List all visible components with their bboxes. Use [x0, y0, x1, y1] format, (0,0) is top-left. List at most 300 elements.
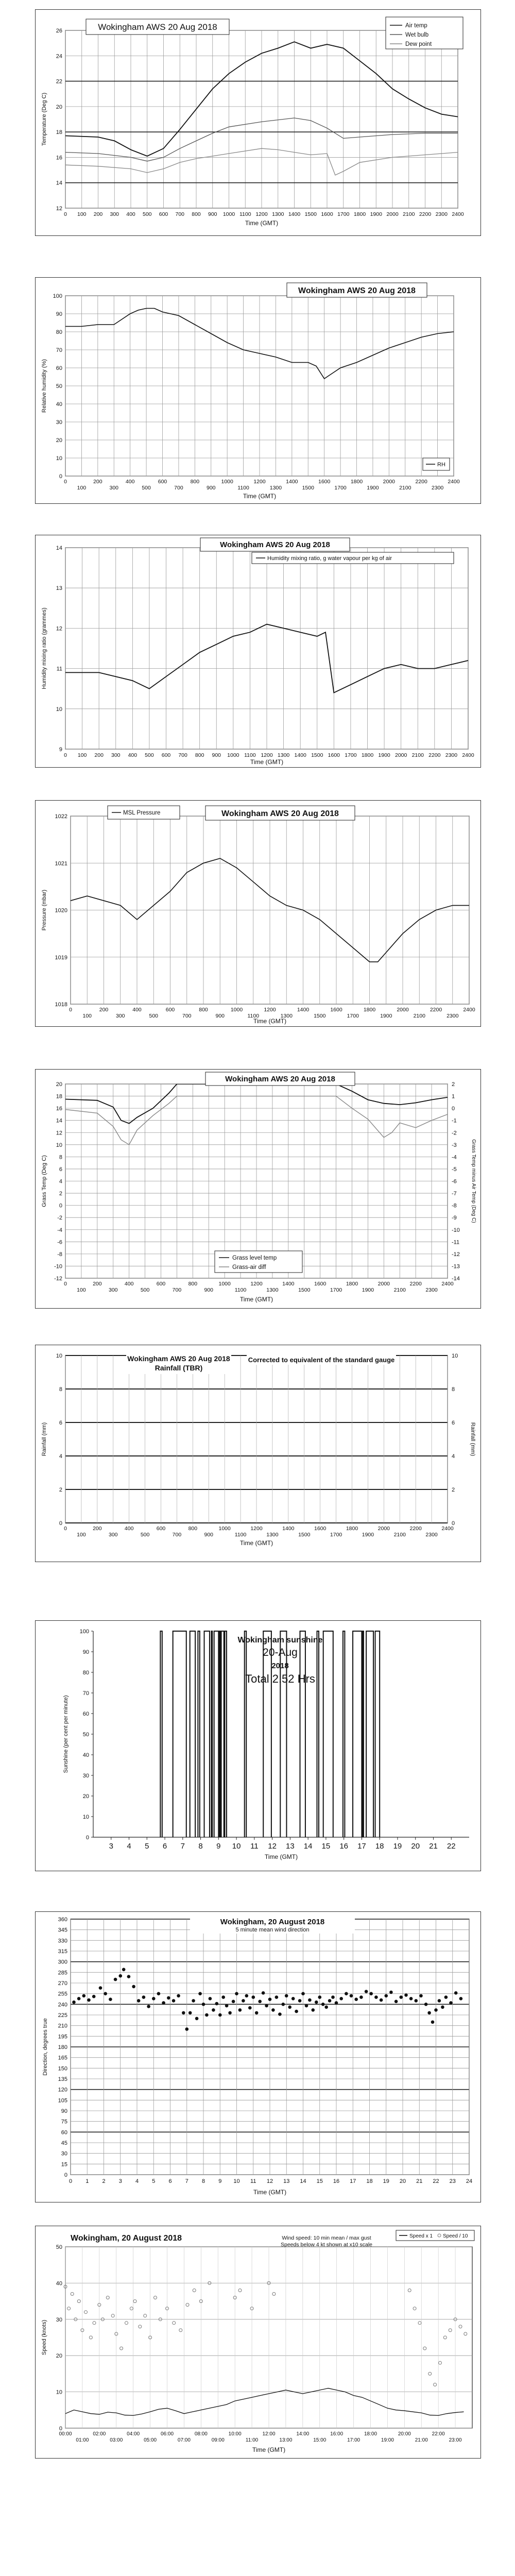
direction-point	[409, 1997, 413, 2001]
x-tick-label: 8	[198, 1842, 203, 1851]
x-tick-label: 2000	[394, 752, 407, 758]
x-tick-label: 1000	[218, 1281, 231, 1287]
y2-tick-label: -9	[452, 1215, 457, 1222]
x-tick-label: 700	[178, 752, 187, 758]
y-tick-label: 80	[56, 329, 62, 335]
x-tick-label: 900	[212, 752, 221, 758]
y-tick-label: 10	[56, 1142, 62, 1148]
direction-point	[441, 2006, 444, 2009]
direction-point	[268, 1997, 272, 2001]
x-tick-label: 1500	[302, 485, 314, 491]
x-tick-label: 2000	[377, 1526, 390, 1532]
y-tick-label: 360	[58, 1917, 67, 1923]
x-tick-label: 2400	[441, 1281, 454, 1287]
y2-axis-label: Grass Temp minus Air Temp (Deg C)	[471, 1139, 476, 1223]
x-axis-label: Time (GMT)	[250, 758, 284, 766]
x-tick-label: 200	[94, 752, 104, 758]
x-tick-label: 600	[161, 752, 171, 758]
y-tick-label: 90	[56, 311, 62, 317]
x-tick-label: 2100	[399, 485, 411, 491]
direction-point	[385, 1994, 388, 1998]
y-tick-label: 40	[82, 1752, 89, 1758]
x-tick-label: 20	[411, 1842, 420, 1851]
y-axis-label: Speed (knots)	[41, 2319, 47, 2355]
mixing-ratio-chart-svg	[36, 535, 480, 767]
x-tick-label: 0	[64, 752, 67, 758]
x-tick-label: 2400	[452, 211, 464, 217]
y-tick-label: 180	[58, 2044, 67, 2050]
y2-tick-label: -5	[452, 1166, 457, 1173]
x-tick-label: 15	[321, 1842, 331, 1851]
direction-point	[415, 1999, 418, 2003]
x-tick-label: 700	[175, 211, 185, 217]
x-tick-label: 200	[93, 211, 103, 217]
x-tick-label: 1400	[286, 479, 298, 485]
direction-point	[359, 1995, 363, 1999]
direction-point	[182, 2011, 185, 2015]
x-tick-label: 1200	[250, 1526, 263, 1532]
x-tick-label: 1500	[314, 1013, 326, 1019]
chart-subtitle: Rainfall (TBR)	[154, 1364, 203, 1372]
sunshine-bar	[317, 1631, 319, 1837]
sunshine-bar	[353, 1631, 362, 1837]
x-tick-label: 2300	[425, 1287, 438, 1293]
x-tick-label: 1700	[330, 1287, 342, 1293]
y2-tick-label: 4	[452, 1453, 455, 1460]
x-tick-label: 1000	[230, 1007, 243, 1013]
y-tick-label: 4	[59, 1178, 62, 1185]
chart-title: Wokingham AWS 20 Aug 2018	[127, 1354, 230, 1363]
direction-point	[99, 1986, 102, 1990]
y-tick-label: 80	[82, 1670, 89, 1676]
x-tick-label: 8	[201, 2178, 205, 2184]
direction-point	[205, 2013, 209, 2017]
x-tick-label: 0	[64, 479, 67, 485]
y-tick-label: -2	[57, 1215, 62, 1222]
x-tick-label: 10	[233, 2178, 240, 2184]
x-tick-label: 100	[77, 1287, 86, 1293]
y2-tick-label: -4	[452, 1154, 457, 1161]
x-tick-label: 15	[316, 2178, 323, 2184]
sunshine-bar	[219, 1631, 220, 1837]
sunshine-bar	[245, 1631, 246, 1837]
y-tick-label: 135	[58, 2076, 67, 2082]
direction-point	[321, 2003, 325, 2006]
x-tick-label: 1700	[347, 1013, 359, 1019]
x-tick-label: 500	[140, 1287, 150, 1293]
y-tick-label: 1022	[55, 814, 67, 820]
direction-point	[394, 2000, 398, 2004]
y2-tick-label: -12	[452, 1251, 460, 1258]
y2-tick-label: 2	[452, 1487, 455, 1493]
x-tick-label: 400	[128, 752, 138, 758]
y2-tick-label: -3	[452, 1142, 457, 1148]
direction-point	[167, 1996, 170, 2000]
direction-point	[345, 1992, 348, 1995]
y-tick-label: 16	[56, 1106, 62, 1112]
direction-point	[431, 2021, 435, 2024]
x-tick-label: 1900	[370, 211, 382, 217]
sunshine-total: Total 2.52 Hrs	[245, 1672, 315, 1685]
y-tick-label: 6	[59, 1166, 62, 1173]
x-tick-label: 400	[132, 1007, 142, 1013]
direction-point	[195, 2017, 199, 2021]
y2-tick-label: 0	[452, 1520, 455, 1527]
x-tick-label: 1000	[222, 211, 235, 217]
x-tick-label: 0	[64, 211, 67, 217]
x-tick-label: 04:00	[127, 2431, 140, 2437]
direction-point	[77, 1997, 81, 2001]
x-tick-label: 1900	[362, 1287, 374, 1293]
x-tick-label: 600	[165, 1007, 175, 1013]
y-tick-label: 10	[56, 1353, 62, 1359]
direction-point	[400, 1995, 403, 1999]
x-tick-label: 11	[250, 2178, 256, 2184]
direction-point	[350, 1994, 353, 1998]
x-tick-label: 1000	[221, 479, 233, 485]
x-tick-label: 23	[449, 2178, 456, 2184]
x-tick-label: 1400	[282, 1281, 295, 1287]
x-tick-label: 1200	[250, 1281, 263, 1287]
x-tick-label: 0	[64, 1526, 67, 1532]
x-tick-label: 300	[115, 1013, 125, 1019]
x-tick-label: 07:00	[177, 2437, 191, 2443]
direction-point	[142, 1995, 146, 1999]
x-tick-label: 17	[350, 2178, 356, 2184]
x-tick-label: 1400	[294, 752, 306, 758]
y2-tick-label: -13	[452, 1263, 460, 1270]
x-tick-label: 14:00	[296, 2431, 310, 2437]
x-tick-label: 1200	[253, 479, 266, 485]
x-tick-label: 600	[158, 479, 167, 485]
y-tick-label: 100	[79, 1629, 89, 1635]
x-tick-label: 1100	[247, 1013, 260, 1019]
x-tick-label: 21	[416, 2178, 423, 2184]
y2-tick-label: 8	[452, 1386, 455, 1393]
x-tick-label: 1300	[272, 211, 284, 217]
direction-point	[288, 2006, 291, 2009]
x-tick-label: 12:00	[262, 2431, 276, 2437]
direction-point	[275, 1995, 279, 1999]
direction-point	[262, 1991, 265, 1995]
x-tick-label: 200	[93, 1281, 102, 1287]
y-tick-label: 14	[56, 545, 62, 551]
direction-point	[198, 1992, 202, 1995]
y-tick-label: 45	[61, 2140, 67, 2146]
direction-point	[335, 2001, 338, 2005]
x-tick-label: 1700	[334, 485, 347, 491]
x-tick-label: 2300	[447, 1013, 459, 1019]
legend-entry: Air temp	[405, 23, 427, 29]
direction-point	[162, 2001, 165, 2005]
y-tick-label: 330	[58, 1938, 67, 1944]
pressure-chart-svg	[36, 801, 480, 1026]
x-tick-label: 2300	[431, 485, 444, 491]
x-tick-label: 100	[77, 752, 87, 758]
x-tick-label: 12	[266, 2178, 273, 2184]
y-tick-label: 345	[58, 1927, 67, 1934]
x-tick-label: 5	[145, 1842, 149, 1851]
x-tick-label: 1000	[227, 752, 239, 758]
y-tick-label: 1019	[55, 954, 67, 961]
y-tick-label: 20	[56, 1081, 62, 1088]
direction-point	[298, 1999, 302, 2003]
x-tick-label: 1200	[255, 211, 268, 217]
y-tick-label: 70	[56, 347, 62, 353]
wind-speed-chart-svg	[36, 2226, 480, 2458]
x-tick-label: 100	[82, 1013, 92, 1019]
x-tick-label: 1900	[362, 1532, 374, 1538]
x-tick-label: 0	[68, 2178, 73, 2184]
legend-entry: Wet bulb	[405, 32, 429, 38]
x-tick-label: 400	[125, 479, 135, 485]
x-axis-label: Time (GMT)	[253, 2189, 287, 2196]
y-tick-label: 150	[58, 2065, 67, 2072]
y-tick-label: 300	[58, 1959, 67, 1965]
x-tick-label: 2100	[413, 1013, 425, 1019]
x-tick-label: 9	[216, 1842, 221, 1851]
x-tick-label: 1	[85, 2178, 89, 2184]
chart-title: Wokingham AWS 20 Aug 2018	[221, 809, 339, 818]
y-tick-label: 14	[56, 1117, 62, 1124]
x-tick-label: 900	[206, 485, 216, 491]
legend-entry: Dew point	[405, 41, 432, 47]
x-tick-label: 900	[215, 1013, 225, 1019]
rainfall-chart-svg	[36, 1345, 480, 1562]
y-tick-label: 1018	[55, 1002, 67, 1008]
x-tick-label: 4	[127, 1842, 131, 1851]
y-tick-label: 18	[56, 129, 62, 136]
y-tick-label: 2	[59, 1487, 62, 1493]
mixing-ratio-chart	[35, 535, 481, 768]
x-tick-label: 600	[156, 1281, 166, 1287]
chart-title: Wokingham AWS 20 Aug 2018	[98, 22, 217, 32]
y-tick-label: 0	[59, 1202, 62, 1209]
x-tick-label: 24	[466, 2178, 473, 2184]
x-tick-label: 900	[208, 211, 217, 217]
x-tick-label: 300	[108, 1287, 118, 1293]
direction-point	[235, 1992, 238, 1995]
direction-point	[282, 2003, 285, 2006]
y-axis-label: Rainfall (mm)	[41, 1422, 47, 1456]
x-tick-label: 100	[77, 1532, 86, 1538]
legend-entry: Grass-air diff	[232, 1264, 266, 1270]
chart-title: Wokingham AWS 20 Aug 2018	[220, 540, 330, 549]
x-tick-label: 1800	[346, 1526, 358, 1532]
x-tick-label: 14	[303, 1842, 313, 1851]
x-tick-label: 600	[156, 1526, 166, 1532]
direction-point	[454, 1991, 458, 1995]
x-tick-label: 05:00	[144, 2437, 157, 2443]
x-tick-label: 2000	[397, 1007, 409, 1013]
temperature-chart-svg	[36, 10, 480, 235]
x-tick-label: 2100	[393, 1532, 406, 1538]
direction-point	[258, 2000, 262, 2004]
direction-point	[177, 1994, 180, 1998]
x-tick-label: 1100	[234, 1532, 247, 1538]
y2-tick-label: 10	[452, 1353, 458, 1359]
x-tick-label: 0	[64, 1281, 67, 1287]
y2-tick-label: -2	[452, 1130, 457, 1137]
x-tick-label: 900	[204, 1287, 214, 1293]
x-tick-label: 1900	[378, 752, 390, 758]
direction-point	[427, 2011, 431, 2015]
x-tick-label: 800	[188, 1526, 198, 1532]
x-tick-label: 2200	[409, 1526, 422, 1532]
x-tick-label: 1300	[269, 485, 282, 491]
x-tick-label: 2300	[435, 211, 448, 217]
x-tick-label: 21	[429, 1842, 438, 1851]
x-tick-label: 1800	[361, 752, 374, 758]
direction-point	[209, 1997, 212, 2001]
y-tick-label: 50	[82, 1732, 89, 1738]
y-tick-label: 30	[61, 2150, 67, 2157]
chart-date: 20-Aug	[263, 1647, 298, 1658]
direction-point	[232, 2000, 235, 2004]
direction-point	[72, 2001, 76, 2004]
x-tick-label: 300	[110, 211, 119, 217]
y-tick-label: 60	[61, 2129, 67, 2136]
x-tick-label: 300	[108, 1532, 118, 1538]
sunshine-bar	[214, 1631, 219, 1837]
sunshine-bar	[225, 1631, 227, 1837]
x-tick-label: 800	[199, 1007, 208, 1013]
x-tick-label: 400	[124, 1526, 134, 1532]
y-tick-label: 20	[56, 2353, 62, 2360]
y-tick-label: 120	[58, 2087, 67, 2093]
sunshine-chart-svg	[36, 1621, 480, 1871]
x-tick-label: 1800	[363, 1007, 376, 1013]
wind-direction-chart	[35, 1911, 481, 2202]
y-tick-label: 165	[58, 2055, 67, 2061]
y-tick-label: -6	[57, 1239, 62, 1246]
x-tick-label: 2200	[415, 479, 427, 485]
x-tick-label: 9	[218, 2178, 222, 2184]
x-tick-label: 20:00	[398, 2431, 411, 2437]
x-tick-label: 19:00	[381, 2437, 394, 2443]
x-tick-label: 1700	[337, 211, 350, 217]
x-tick-label: 3	[109, 1842, 113, 1851]
y-tick-label: 60	[82, 1711, 89, 1717]
x-tick-label: 1500	[298, 1287, 311, 1293]
sunshine-bar	[204, 1631, 210, 1837]
y2-tick-label: 6	[452, 1420, 455, 1426]
x-tick-label: 400	[124, 1281, 134, 1287]
y-tick-label: 315	[58, 1948, 67, 1955]
x-tick-label: 1000	[218, 1526, 231, 1532]
y2-tick-label: 2	[452, 1081, 455, 1088]
pressure-chart	[35, 800, 481, 1027]
chart-note: Speeds below 4 kt shown at x10 scale	[280, 2242, 373, 2248]
x-tick-label: 15:00	[313, 2437, 327, 2443]
x-tick-label: 00:00	[59, 2431, 72, 2437]
y-tick-label: 0	[59, 1520, 62, 1527]
x-tick-label: 11:00	[245, 2437, 259, 2443]
x-tick-label: 700	[172, 1532, 182, 1538]
x-tick-label: 10:00	[228, 2431, 242, 2437]
rainfall-chart	[35, 1345, 481, 1562]
y-tick-label: 30	[82, 1773, 89, 1779]
y-tick-label: 12	[56, 625, 62, 632]
sunshine-bar	[366, 1631, 373, 1837]
y-axis-label: Temperature (Deg C)	[41, 92, 47, 146]
y-axis-label: Sunshine (per cent per minute)	[63, 1695, 69, 1773]
x-tick-label: 03:00	[110, 2437, 123, 2443]
chart-title: Wokingham sunshine	[237, 1636, 323, 1645]
direction-point	[87, 1998, 91, 2002]
x-tick-label: 2400	[441, 1526, 454, 1532]
direction-point	[212, 2008, 215, 2012]
y2-tick-label: -1	[452, 1117, 457, 1124]
y2-tick-label: 0	[452, 1106, 455, 1112]
chart-title: Wokingham AWS 20 Aug 2018	[225, 1075, 335, 1083]
direction-point	[449, 2001, 453, 2005]
x-tick-label: 1600	[321, 211, 333, 217]
direction-point	[152, 1997, 156, 2001]
sunshine-bar	[221, 1631, 224, 1837]
direction-point	[132, 1985, 135, 1989]
x-tick-label: 19	[393, 1842, 402, 1851]
y-tick-label: 20	[82, 1793, 89, 1800]
y-tick-label: -12	[54, 1276, 62, 1282]
y-tick-label: 195	[58, 2033, 67, 2040]
chart-subtitle: 5 minute mean wind direction	[235, 1927, 310, 1933]
x-tick-label: 13	[283, 2178, 290, 2184]
x-tick-label: 100	[77, 211, 87, 217]
direction-point	[252, 1995, 255, 1999]
legend-entry: RH	[437, 462, 445, 468]
x-tick-label: 18	[375, 1842, 384, 1851]
legend-entry: MSL Pressure	[123, 810, 161, 816]
x-tick-label: 1500	[311, 752, 323, 758]
x-tick-label: 100	[77, 485, 87, 491]
sunshine-bar	[343, 1631, 345, 1837]
y-tick-label: 240	[58, 2002, 67, 2008]
y2-tick-label: -14	[452, 1276, 460, 1282]
y-tick-label: 225	[58, 2012, 67, 2019]
x-tick-label: 22:00	[432, 2431, 445, 2437]
direction-point	[82, 1994, 86, 1998]
x-tick-label: 22	[447, 1842, 456, 1851]
y-tick-label: 24	[56, 53, 62, 60]
chart-title: Wokingham AWS 20 Aug 2018	[298, 286, 416, 295]
x-tick-label: 13	[286, 1842, 295, 1851]
direction-point	[127, 1975, 131, 1978]
direction-point	[255, 2011, 259, 2015]
x-tick-label: 1800	[353, 211, 366, 217]
x-tick-label: 2200	[430, 1007, 442, 1013]
y2-tick-label: -11	[452, 1239, 460, 1246]
y-tick-label: -10	[54, 1263, 62, 1270]
y-tick-label: 50	[56, 383, 62, 389]
x-axis-label: Time (GMT)	[239, 1539, 273, 1547]
x-tick-label: 16	[333, 2178, 340, 2184]
direction-point	[192, 1999, 195, 2003]
direction-point	[444, 1995, 448, 1999]
x-tick-label: 06:00	[160, 2431, 174, 2437]
y-tick-label: 10	[56, 2389, 62, 2396]
x-tick-label: 500	[142, 211, 152, 217]
x-tick-label: 2400	[462, 752, 474, 758]
direction-point	[245, 1994, 249, 1998]
y-tick-label: 16	[56, 155, 62, 161]
sunshine-bar	[300, 1631, 305, 1837]
x-tick-label: 6	[168, 2178, 172, 2184]
direction-point	[434, 2008, 438, 2012]
y-tick-label: 10	[56, 455, 62, 462]
y-tick-label: 1021	[55, 860, 67, 867]
direction-point	[324, 2006, 328, 2009]
